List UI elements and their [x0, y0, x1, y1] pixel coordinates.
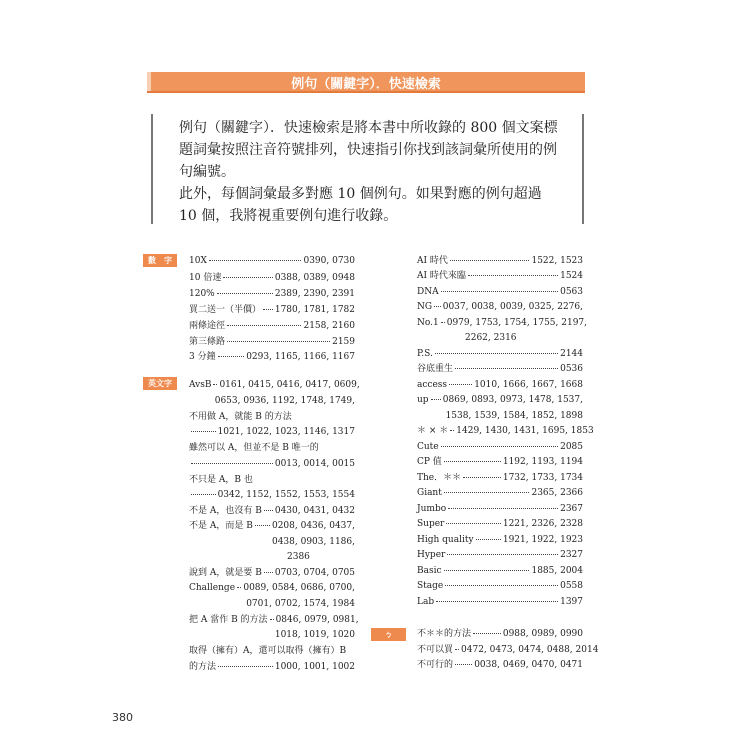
leader-dots: [468, 275, 558, 276]
entry-numbers: 1921, 1922, 1923: [502, 535, 583, 545]
index-entry: [417, 579, 583, 593]
entry-term: 120%: [189, 289, 215, 299]
entry-numbers: 1524: [560, 271, 583, 281]
entry-numbers: 0161, 0415, 0416, 0417, 0609,: [219, 380, 360, 390]
entry-numbers: 2085: [560, 442, 583, 452]
index-entry: [417, 643, 599, 657]
index-entry: [417, 316, 588, 330]
entry-term: CP 值: [417, 457, 442, 467]
entry-term: 不是 A，也沒有 B: [189, 506, 262, 516]
leader-dots: [455, 664, 472, 665]
entry-term: 兩條途徑: [189, 321, 226, 331]
leader-dots: [444, 570, 530, 571]
entry-term: Hyper: [417, 550, 446, 560]
leader-dots: [473, 633, 501, 634]
entry-term: Jumbo: [417, 504, 447, 514]
page-title: 例句（關鍵字）．快速檢索: [291, 77, 441, 92]
entry-numbers: 0563: [560, 287, 583, 297]
entry-term: Super: [417, 519, 445, 529]
index-entry: [417, 269, 583, 283]
leader-dots: [218, 356, 245, 357]
entry-numbers: 0390, 0730: [303, 256, 355, 266]
leader-dots: [209, 260, 302, 261]
entry-term: No.1: [417, 318, 439, 328]
entry-term: 把 A 當作 B 的方法: [189, 615, 268, 625]
entry-term: AI 時代來臨: [417, 271, 466, 281]
index-entry: [189, 319, 355, 333]
entry-numbers: 0988, 0989, 0990: [502, 629, 583, 639]
entry-numbers: 2159: [332, 337, 355, 347]
intro-paragraph-2: 此外，每個詞彙最多對應 10 個例句。如果對應的例句超過 10 個，我將視重要例句進行收錄。: [179, 186, 542, 224]
entry-numbers: 0846, 0979, 0981,: [275, 615, 359, 625]
index-entry: [417, 378, 583, 392]
leader-dots: [213, 384, 217, 385]
entry-term: Lab: [417, 597, 435, 607]
index-entry: [189, 254, 355, 268]
index-entry: [189, 613, 359, 627]
leader-dots: [191, 494, 216, 495]
entry-numbers: 1192, 1193, 1194: [502, 457, 583, 467]
entry-numbers: 0208, 0436, 0437,: [271, 521, 355, 531]
leader-dots: [227, 325, 301, 326]
entry-numbers: 1780, 1781, 1782: [274, 305, 355, 315]
index-entry: [189, 287, 355, 301]
entry-heading: 雖然可以 A，但並不是 B 唯一的: [189, 443, 319, 453]
index-entry: [189, 566, 355, 580]
index-entry: [417, 455, 583, 469]
entry-numbers: 0979, 1753, 1754, 1755, 2197,: [446, 318, 588, 328]
entry-heading: 取得（擁有）A，還可以取得（擁有）B: [189, 646, 347, 656]
index-entry: [417, 564, 583, 578]
entry-term: 谷底重生: [417, 364, 454, 374]
index-entry: [417, 627, 583, 641]
leader-dots: [264, 572, 273, 573]
entry-numbers: 1010, 1666, 1667, 1668: [474, 380, 583, 390]
intro-box: [151, 114, 584, 224]
entry-term: Stage: [417, 581, 444, 591]
index-entry: [417, 486, 583, 500]
entry-numbers: 1885, 2004: [531, 566, 583, 576]
index-entry: [189, 425, 355, 439]
entry-numbers: 1221, 2326, 2328: [502, 519, 583, 529]
index-entry: [189, 457, 355, 471]
index-entry: [417, 440, 583, 454]
entry-continuation: 0438, 0903, 1186,: [271, 537, 355, 547]
leader-dots: [455, 368, 558, 369]
leader-dots: [449, 384, 472, 385]
index-entry: [189, 378, 360, 392]
page-number: 380: [112, 711, 133, 724]
entry-term: 買二送一（半價）: [189, 305, 262, 315]
index-entry: [189, 303, 355, 317]
index-entry: [189, 350, 355, 364]
entry-heading: 不用做 A，就能 B 的方法: [189, 412, 292, 422]
index-entry: [417, 502, 583, 516]
entry-numbers: 0472, 0473, 0474, 0488, 2014: [461, 645, 599, 655]
leader-dots: [263, 309, 273, 310]
leader-dots: [191, 431, 216, 432]
entry-continuation: 1018, 1019, 1020: [274, 630, 355, 640]
index-entry: [417, 300, 583, 314]
leader-dots: [255, 525, 270, 526]
tag-english: 英文字: [143, 377, 177, 390]
entry-numbers: 0089, 0584, 0686, 0700,: [243, 583, 355, 593]
entry-term: 不是 A，而是 B: [189, 521, 253, 531]
index-entry: [417, 595, 583, 609]
entry-numbers: 0037, 0038, 0039, 0325, 2276,: [442, 302, 583, 312]
intro-paragraph-1: 例句（關鍵字）．快速檢索是將本書中所收錄的 800 個文案標題詞彙按照注音符號排列，快速指引你找到該詞彙所使用的例句編號。: [179, 120, 558, 180]
entry-term: AI 時代: [417, 256, 448, 266]
entry-term: Giant: [417, 488, 442, 498]
entry-continuation: 2262, 2316: [465, 333, 517, 343]
entry-continuation: 0653, 0936, 1192, 1748, 1749,: [214, 396, 355, 406]
entry-term: 10X: [189, 256, 207, 266]
tag-numbers: 數 字: [143, 254, 177, 267]
entry-numbers: 1397: [560, 597, 583, 607]
leader-dots: [434, 306, 441, 307]
index-entry: [417, 424, 594, 438]
leader-dots: [446, 523, 500, 524]
index-entry: [417, 471, 583, 485]
entry-continuation: 1538, 1539, 1584, 1852, 1898: [445, 411, 583, 421]
leader-dots: [270, 619, 274, 620]
index-entry: [417, 393, 583, 407]
entry-term: 不可行的: [417, 660, 454, 670]
entry-term: 不＊＊的方法: [417, 629, 472, 639]
leader-dots: [450, 430, 454, 431]
leader-dots: [217, 293, 273, 294]
leader-dots: [450, 260, 530, 261]
entry-term: Basic: [417, 566, 442, 576]
index-entry: [417, 362, 583, 376]
leader-dots: [436, 601, 558, 602]
entry-numbers: 2158, 2160: [303, 321, 355, 331]
entry-term: 說到 A，就是要 B: [189, 568, 262, 578]
leader-dots: [435, 353, 558, 354]
index-entry: [417, 285, 583, 299]
leader-dots: [431, 399, 441, 400]
leader-dots: [441, 291, 559, 292]
entry-numbers: 2365, 2366: [531, 488, 583, 498]
leader-dots: [445, 585, 558, 586]
entry-term: 10 倍速: [189, 273, 222, 283]
entry-numbers: 2367: [560, 504, 583, 514]
leader-dots: [237, 587, 241, 588]
index-entry: [189, 660, 355, 674]
leader-dots: [463, 477, 501, 478]
entry-term: AvsB: [189, 380, 212, 390]
index-entry: [417, 548, 583, 562]
entry-numbers: 0536: [560, 364, 583, 374]
leader-dots: [455, 649, 459, 650]
index-entry: [417, 658, 583, 672]
leader-dots: [444, 492, 530, 493]
leader-dots: [191, 463, 273, 464]
entry-numbers: 0342, 1152, 1552, 1553, 1554: [217, 490, 355, 500]
index-entry: [189, 488, 355, 502]
index-entry: [417, 517, 583, 531]
index-entry: [189, 581, 355, 595]
leader-dots: [444, 461, 501, 462]
leader-dots: [223, 277, 273, 278]
entry-numbers: 0430, 0431, 0432: [274, 506, 355, 516]
entry-term: The．＊＊: [417, 473, 462, 483]
entry-numbers: 2389, 2390, 2391: [274, 289, 355, 299]
entry-numbers: 1021, 1022, 1023, 1146, 1317: [217, 427, 355, 437]
entry-numbers: 0869, 0893, 0973, 1478, 1537,: [442, 395, 583, 405]
entry-numbers: 1522, 1523: [531, 256, 583, 266]
entry-term: ＊ × ＊: [417, 426, 449, 436]
index-entry: [417, 347, 583, 361]
index-entry: [417, 533, 583, 547]
entry-term: Challenge: [189, 583, 236, 593]
entry-term: NG: [417, 302, 433, 312]
entry-numbers: 1429, 1430, 1431, 1695, 1853: [456, 426, 594, 436]
entry-heading: 不只是 A，B 也: [189, 475, 253, 485]
leader-dots: [476, 539, 501, 540]
entry-numbers: 1732, 1733, 1734: [502, 473, 583, 483]
entry-numbers: 2144: [560, 349, 583, 359]
leader-dots: [441, 446, 558, 447]
entry-term: access: [417, 380, 448, 390]
entry-numbers: 2327: [560, 550, 583, 560]
entry-numbers: 0558: [560, 581, 583, 591]
entry-numbers: 0703, 0704, 0705: [274, 568, 355, 578]
leader-dots: [227, 341, 330, 342]
entry-numbers: 0013, 0014, 0015: [274, 459, 355, 469]
entry-numbers: 0388, 0389, 0948: [274, 273, 355, 283]
section-title-bar: [147, 72, 585, 93]
entry-term: up: [417, 395, 429, 405]
entry-continuation: 2386: [287, 552, 310, 562]
entry-numbers: 0038, 0469, 0470, 0471: [474, 660, 583, 670]
index-entry: [189, 519, 355, 533]
leader-dots: [447, 554, 558, 555]
entry-term: 不可以買: [417, 645, 454, 655]
entry-term: DNA: [417, 287, 439, 297]
entry-term: 第三條路: [189, 337, 226, 347]
index-entry: [189, 335, 355, 349]
entry-term: P.S.: [417, 349, 433, 359]
leader-dots: [264, 510, 273, 511]
entry-numbers: 0293, 1165, 1166, 1167: [246, 352, 355, 362]
index-entry: [189, 271, 355, 285]
leader-dots: [448, 508, 558, 509]
entry-term: Cute: [417, 442, 439, 452]
index-entry: [189, 504, 355, 518]
leader-dots: [441, 322, 445, 323]
entry-numbers: 1000, 1001, 1002: [274, 662, 355, 672]
entry-continuation: 0701, 0702, 1574, 1984: [246, 599, 355, 609]
tag-bopomofo: ㄅ: [371, 628, 406, 641]
entry-term: High quality: [417, 535, 474, 545]
index-entry: [417, 254, 583, 268]
leader-dots: [218, 666, 273, 667]
entry-term: 的方法: [189, 662, 217, 672]
entry-term: 3 分鐘: [189, 352, 216, 362]
